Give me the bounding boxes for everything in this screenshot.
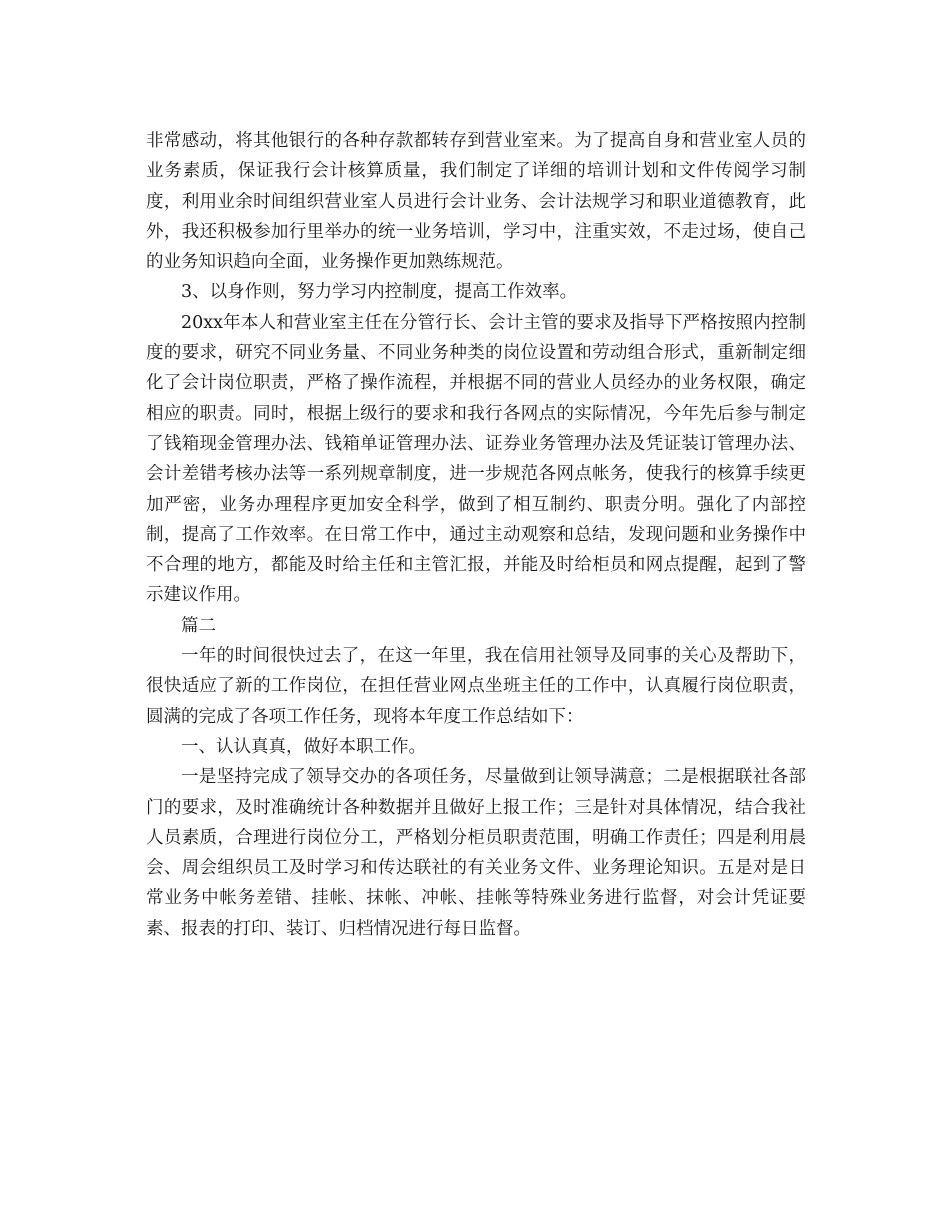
document-body <box>146 126 806 944</box>
paragraph-internal-control: 20xx年本人和营业室主任在分管行长、会计主管的要求及指导下严格按照内控制度的要求，研究不同业务量、不同业务种类的岗位设置和劳动组合形式，重新制定细化了会计岗位职责，严格了操作流程，并根据不同的营业人员经办的业务权限，确定相应的职责。同时，根据上级行的要求和我行各网点的实际情况，今年先后参与制定了钱箱现金管理办法、钱箱单证管理办法、证券业务管理办法及凭证装订管理办法、会计差错考核办法等一系列规章制度，进一步规范各网点帐务，使我行的核算手续更加严密，业务办理程序更加安全科学，做到了相互制约、职责分明。强化了内部控制，提高了工作效率。在日常工作中，通过主动观察和总结，发现问题和业务操作中不合理的地方，都能及时给主任和主管汇报，并能及时给柜员和网点提醒，起到了警示建议作用。 <box>146 312 806 606</box>
paragraph-heading-3: 3、以身作则，努力学习内控制度，提高工作效率。 <box>181 282 578 303</box>
paragraph-heading-1: 一、认认真真，做好本职工作。 <box>181 736 426 757</box>
section-title-part-two: 篇二 <box>181 615 216 636</box>
paragraph-duties: 一是坚持完成了领导交办的各项任务，尽量做到让领导满意；二是根据联社各部门的要求，及时准确统计各种数据并且做好上报工作；三是针对具体情况，结合我社人员素质，合理进行岗位分工，严格划分柜员职责范围，明确工作责任；四是利用晨会、周会组织员工及时学习和传达联社的有关业务文件、业务理论知识。五是对是日常业务中帐务差错、挂帐、抹帐、冲帐、挂帐等特殊业务进行监督，对会计凭证要素、报表的打印、装订、归档情况进行每日监督。 <box>146 767 806 939</box>
paragraph-continuation: 非常感动，将其他银行的各种存款都转存到营业室来。为了提高自身和营业室人员的业务素质，保证我行会计核算质量，我们制定了详细的培训计划和文件传阅学习制度，利用业余时间组织营业室人员进行会计业务、会计法规学习和职业道德教育，此外，我还积极参加行里举办的统一业务培训，学习中，注重实效，不走过场，使自己的业务知识趋向全面，业务操作更加熟练规范。 <box>146 131 806 273</box>
paragraph-intro: 一年的时间很快过去了，在这一年里，我在信用社领导及同事的关心及帮助下，很快适应了新的工作岗位，在担任营业网点坐班主任的工作中，认真履行岗位职责，圆满的完成了各项工作任务，现将本年度工作总结如下： <box>146 646 806 727</box>
